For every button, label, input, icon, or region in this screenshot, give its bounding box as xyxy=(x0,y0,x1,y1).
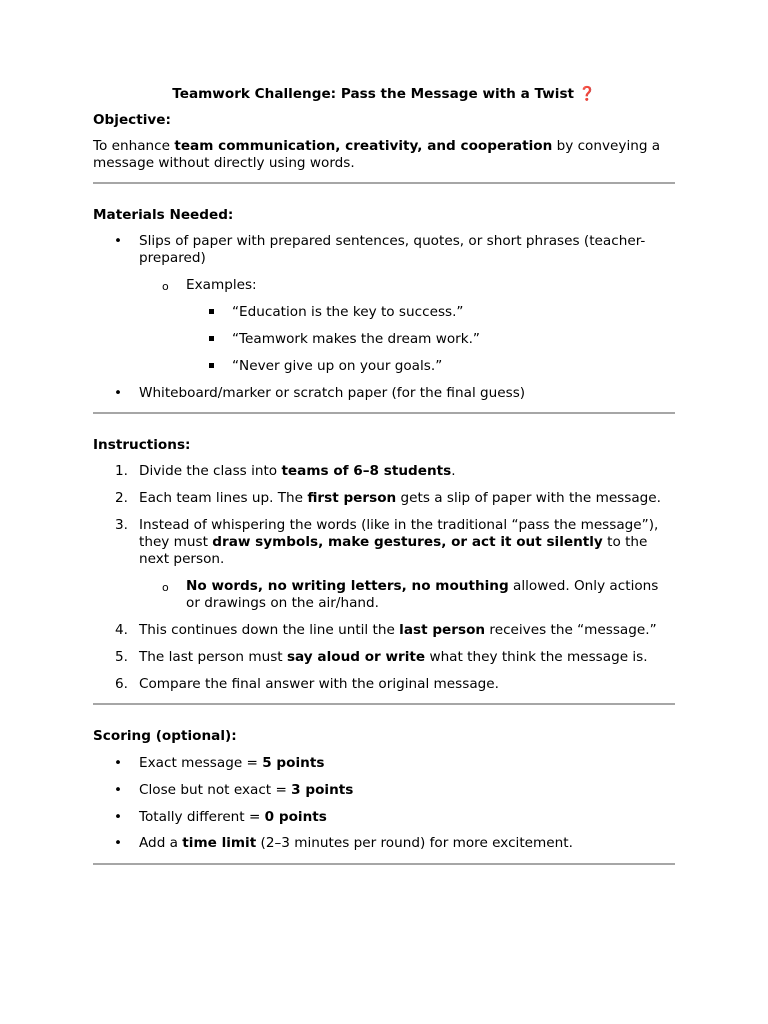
list-item: 6. Compare the final answer with the original message. xyxy=(115,676,499,692)
bullet-marker: • xyxy=(114,755,123,771)
document-page xyxy=(93,86,675,865)
materials-heading: Materials Needed: xyxy=(93,207,234,223)
bullet-marker: • xyxy=(114,233,123,249)
list-item: o No words, no writing letters, no mouthing allowed. Only actions or drawings on the air/hand. xyxy=(162,578,659,611)
square-bullet-icon xyxy=(209,309,214,314)
bullet-marker: • xyxy=(114,782,123,798)
list-item: • Exact message = 5 points xyxy=(114,755,325,771)
list-item: • Slips of paper with prepared sentences, quotes, or short phrases (teacher-prepared) xyxy=(114,233,646,266)
number-marker: 6. xyxy=(115,676,128,692)
square-bullet-icon xyxy=(209,336,214,341)
list-item: • Add a time limit (2–3 minutes per round) for more excitement. xyxy=(114,835,573,851)
scoring-list xyxy=(93,755,675,852)
scoring-heading: Scoring (optional): xyxy=(93,728,237,744)
list-item: 1. Divide the class into teams of 6–8 students. xyxy=(115,463,456,479)
list-item: • Totally different = 0 points xyxy=(114,809,327,825)
document-title: Teamwork Challenge: Pass the Message with a Twist ❓ xyxy=(172,86,596,102)
example-item: “Never give up on your goals.” xyxy=(93,358,675,375)
list-item: 2. Each team lines up. The first person gets a slip of paper with the message. xyxy=(115,490,661,506)
list-item: • Close but not exact = 3 points xyxy=(114,782,354,798)
list-item: o Examples: xyxy=(162,277,257,293)
square-bullet-icon xyxy=(209,363,214,368)
number-marker: 1. xyxy=(115,463,128,479)
number-marker: 2. xyxy=(115,490,128,506)
number-marker: 3. xyxy=(115,517,128,533)
objective-text: To enhance team communication, creativity, and cooperation by conveying a message without directly using words. xyxy=(93,138,661,171)
bullet-marker: • xyxy=(114,385,123,401)
number-marker: 4. xyxy=(115,622,128,638)
divider xyxy=(93,412,675,414)
materials-list xyxy=(93,233,675,402)
divider xyxy=(93,703,675,705)
divider xyxy=(93,863,675,865)
example-item: “Education is the key to success.” xyxy=(93,304,675,321)
instructions-list xyxy=(93,463,675,693)
sub-bullet-marker: o xyxy=(162,280,169,293)
bullet-marker: • xyxy=(114,835,123,851)
divider xyxy=(93,182,675,184)
list-item: 4. This continues down the line until the last person receives the “message.” xyxy=(115,622,657,638)
example-item: “Teamwork makes the dream work.” xyxy=(93,331,675,348)
list-item: 3. Instead of whispering the words (like in the traditional “pass the message”), they must draw symbols, make gestures, or act it out silently to the next person. xyxy=(115,517,659,567)
objective-heading: Objective: xyxy=(93,112,171,128)
list-item: • Whiteboard/marker or scratch paper (for the final guess) xyxy=(114,385,526,401)
bullet-marker: • xyxy=(114,809,123,825)
instructions-heading: Instructions: xyxy=(93,437,191,453)
list-item: 5. The last person must say aloud or write what they think the message is. xyxy=(115,649,648,665)
sub-bullet-marker: o xyxy=(162,581,169,594)
number-marker: 5. xyxy=(115,649,128,665)
